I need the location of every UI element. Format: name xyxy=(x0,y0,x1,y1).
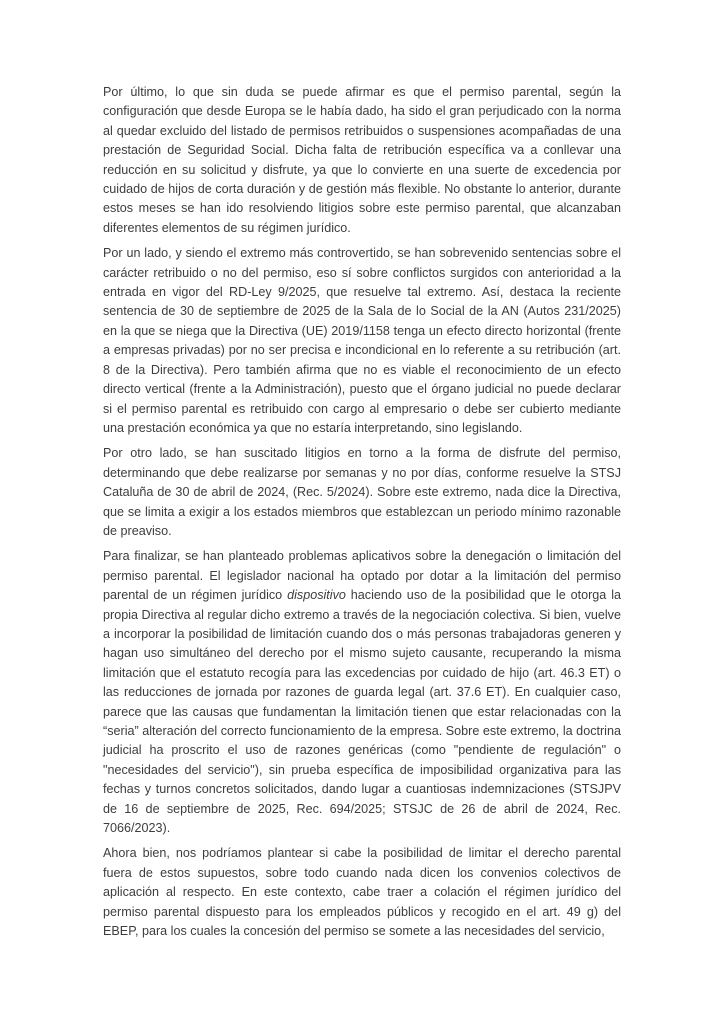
paragraph-2 xyxy=(103,244,621,438)
paragraph-1-text: Por último, lo que sin duda se puede afirmar es que el permiso parental, según la configuración que desde Europa se le había dado, ha sido el gran perjudicado con la norma al quedar excluido del listado de permisos retribuidos o suspensiones acompañadas de una prestación de Seguridad Social. Dicha falta de retribución específica va a conllevar una reducción en su solicitud y disfrute, ya que lo convierte en una suerte de excedencia por cuidado de hijos de corta duración y de gestión más flexible. No obstante lo anterior, durante estos meses se han ido resolviendo litigios sobre este permiso parental, que alcanzaban diferentes elementos de su régimen jurídico. xyxy=(103,85,621,235)
paragraph-3-text: Por otro lado, se han suscitado litigios en torno a la forma de disfrute del permiso, determinando que debe realizarse por semanas y no por días, conforme resuelve la STSJ Cataluña de 30 de abril de 2024, (Rec. 5/2024). Sobre este extremo, nada dice la Directiva, que se limita a exigir a los estados miembros que establezcan un periodo mínimo razonable de preaviso. xyxy=(103,446,621,538)
document-text-block xyxy=(103,83,621,947)
paragraph-2-text: Por un lado, y siendo el extremo más controvertido, se han sobrevenido sentencias sobre el carácter retribuido o no del permiso, eso sí sobre conflictos surgidos con anterioridad a la entrada en vigor del RD-Ley 9/2025, que resuelve tal extremo. Así, destaca la reciente sentencia de 30 de septiembre de 2025 de la Sala de lo Social de la AN (Autos 231/2025) en la que se niega que la Directiva (UE) 2019/1158 tenga un efecto directo horizontal (frente a empresas privadas) por no ser precisa e incondicional en lo referente a su retribución (art. 8 de la Directiva). Pero también afirma que no es viable el reconocimiento de un efecto directo vertical (frente a la Administración), puesto que el órgano judicial no puede declarar si el permiso parental es retribuido con cargo al empresario o debe ser cubierto mediante una prestación económica ya que no estaría interpretando, sino legislando. xyxy=(103,246,621,435)
paragraph-4-text-lead: Para finalizar, se han planteado problemas aplicativos sobre la denegación o limitación del permiso parental. El legislador nacional ha optado por dotar a la limitación del permiso parental de un régimen jurídico xyxy=(103,549,621,603)
paragraph-4 xyxy=(103,547,621,838)
paragraph-5 xyxy=(103,844,621,941)
paragraph-5-text: Ahora bien, nos podríamos plantear si cabe la posibilidad de limitar el derecho parental fuera de estos supuestos, sobre todo cuando nada dicen los convenios colectivos de aplicación al respecto. En este contexto, cabe traer a colación el régimen jurídico del permiso parental dispuesto para los empleados públicos y recogido en el art. 49 g) del EBEP, para los cuales la concesión del permiso se somete a las necesidades del servicio, xyxy=(103,846,621,939)
paragraph-4-italic-term: dispositivo xyxy=(287,588,346,603)
paragraph-3 xyxy=(103,444,621,541)
paragraph-4-text-tail: haciendo uso de la posibilidad que le otorga la propia Directiva al regular dicho extremo a través de la negociación colectiva. Si bien, vuelve a incorporar la posibilidad de limitación cuando dos o más personas trabajadoras generen y hagan uso simultáneo del derecho por el mismo sujeto causante, recuperando la misma limitación que el estatuto recogía para las excedencias por cuidado de hijo (art. 46.3 ET) o las reducciones de jornada por razones de guarda legal (art. 37.6 ET). En cualquier caso, parece que las causas que fundamentan la limitación tienen que estar relacionadas con la “seria” alteración del correcto funcionamiento de la empresa. Sobre este extremo, la doctrina judicial ha proscrito el uso de razones genéricas (como "pendiente de regulación" o "necesidades del servicio"), sin prueba específica de imposibilidad organizativa para las fechas y turnos concretos solicitados, dando lugar a cuantiosas indemnizaciones (STSJPV de 16 de septiembre de 2025, Rec. 694/2025; STSJC de 26 de abril de 2024, Rec. 7066/2023). xyxy=(103,588,622,836)
paragraph-1 xyxy=(103,83,621,238)
